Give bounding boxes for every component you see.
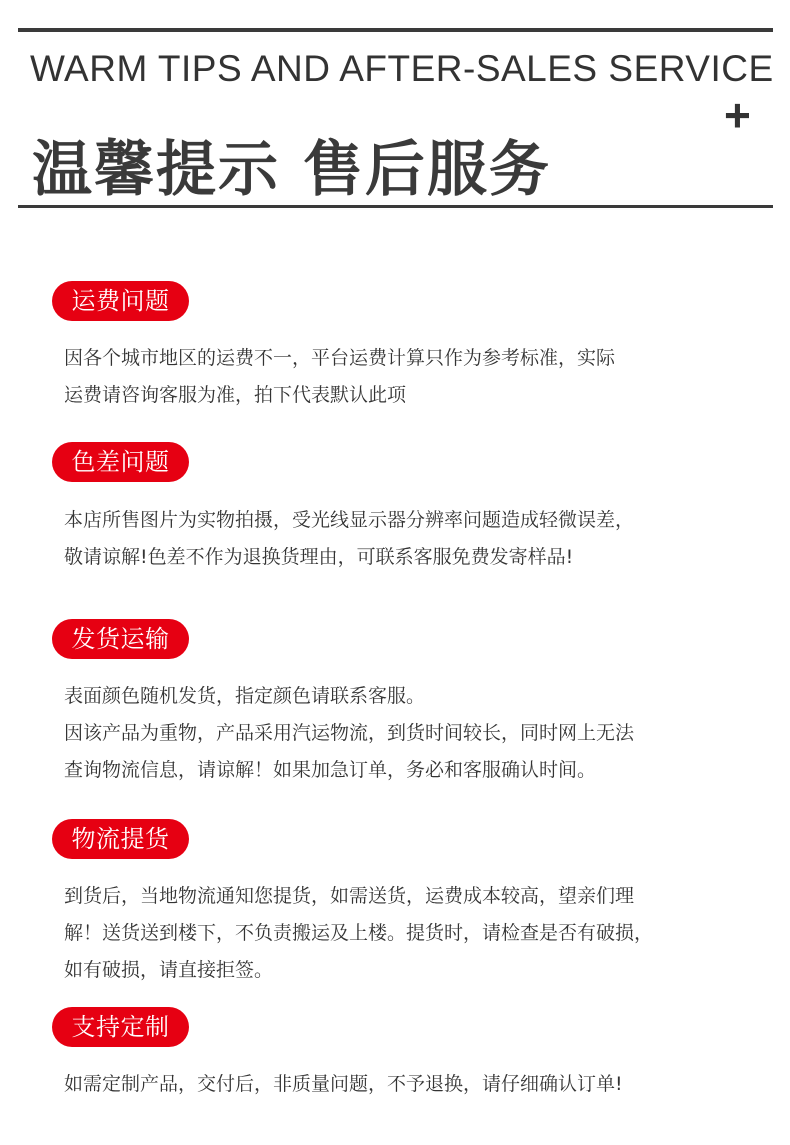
text-line: 表面颜色随机发货，指定颜色请联系客服。 [64, 685, 426, 707]
chinese-title: 温馨提示 售后服务 [32, 135, 551, 205]
english-title: WARM TIPS AND AFTER-SALES SERVICE [30, 48, 774, 89]
section-badge-pickup: 物流提货 [52, 819, 189, 859]
text-line: 解！送货送到楼下，不负责搬运及上楼。提货时，请检查是否有破损， [64, 922, 654, 944]
text-line: 查询物流信息，请谅解！如果加急订单，务必和客服确认时间。 [64, 759, 597, 781]
text-line: 本店所售图片为实物拍摄，受光线显示器分辨率问题造成轻微误差， [64, 509, 635, 531]
text-line: 敬请谅解!色差不作为退换货理由，可联系客服免费发寄样品! [64, 546, 574, 568]
section-text-delivery [64, 678, 774, 789]
top-divider [18, 28, 773, 32]
section-badge-delivery: 发货运输 [52, 619, 189, 659]
text-line: 到货后，当地物流通知您提货，如需送货，运费成本较高，望亲们理 [64, 885, 635, 907]
bottom-divider [18, 205, 773, 208]
section-badge-customization: 支持定制 [52, 1007, 189, 1047]
section-text-pickup [64, 878, 774, 989]
text-line: 如需定制产品，交付后，非质量问题，不予退换，请仔细确认订单! [64, 1073, 623, 1095]
section-badge-shipping-fee: 运费问题 [52, 281, 189, 321]
section-badge-color-difference: 色差问题 [52, 442, 189, 482]
text-line: 因该产品为重物，产品采用汽运物流，到货时间较长，同时网上无法 [64, 722, 635, 744]
text-line: 运费请咨询客服为准，拍下代表默认此项 [64, 384, 407, 406]
text-line: 因各个城市地区的运费不一，平台运费计算只作为参考标准，实际 [64, 347, 616, 369]
text-line: 如有破损，请直接拒签。 [64, 959, 274, 981]
plus-icon: + [724, 89, 751, 141]
section-text-customization [64, 1066, 774, 1103]
section-text-color-difference [64, 502, 774, 576]
section-text-shipping-fee [64, 340, 774, 414]
